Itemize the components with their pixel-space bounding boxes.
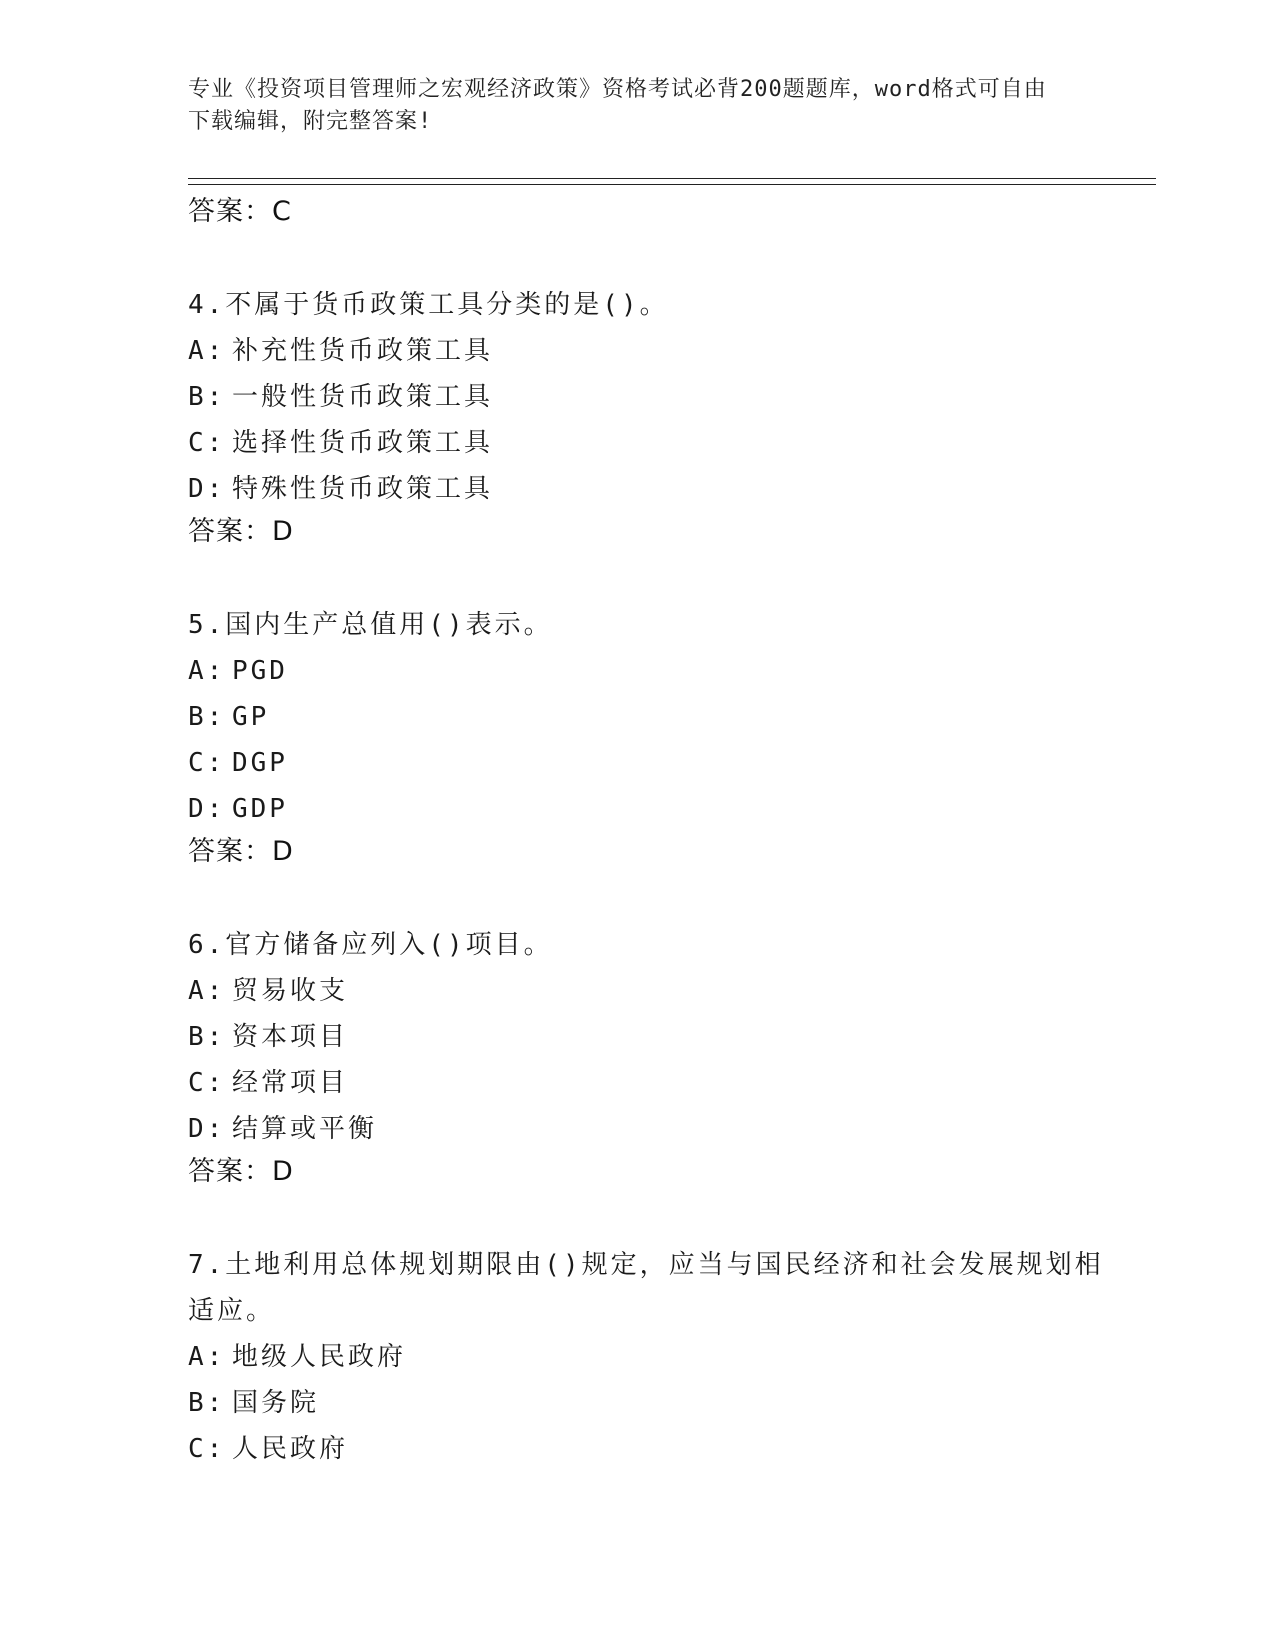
question-stem: 7.土地利用总体规划期限由()规定，应当与国民经济和社会发展规划相适应。 <box>188 1250 1104 1326</box>
option-key: A: <box>188 656 226 686</box>
question-item-5 <box>188 602 1128 872</box>
option-text: 贸易收支 <box>232 976 349 1006</box>
option-key: A: <box>188 976 226 1006</box>
question-stem: 4.不属于货币政策工具分类的是()。 <box>188 290 669 320</box>
option-b <box>188 1014 1128 1060</box>
option-key: C: <box>188 1434 226 1464</box>
option-d <box>188 786 1128 832</box>
option-key: D: <box>188 794 226 824</box>
question-stem: 5.国内生产总值用()表示。 <box>188 610 553 640</box>
option-a <box>188 328 1128 374</box>
option-c <box>188 420 1128 466</box>
option-key: B: <box>188 702 226 732</box>
option-d <box>188 1106 1128 1152</box>
option-c <box>188 1426 1128 1472</box>
question-item-6 <box>188 922 1128 1192</box>
option-b <box>188 694 1128 740</box>
option-c <box>188 1060 1128 1106</box>
option-b <box>188 1380 1128 1426</box>
option-key: B: <box>188 1022 226 1052</box>
answer-line: 答案：D <box>188 516 294 547</box>
option-key: B: <box>188 382 226 412</box>
option-b <box>188 374 1128 420</box>
option-text: 国务院 <box>232 1388 320 1418</box>
option-a <box>188 1334 1128 1380</box>
document-header <box>188 74 1068 138</box>
option-text: PGD <box>232 656 288 686</box>
option-text: GP <box>232 702 270 732</box>
header-divider <box>188 178 1156 185</box>
option-key: B: <box>188 1388 226 1418</box>
answer-line: 答案：D <box>188 1156 294 1187</box>
option-text: 人民政府 <box>232 1434 349 1464</box>
option-text: 特殊性货币政策工具 <box>232 474 494 504</box>
option-key: C: <box>188 748 226 778</box>
option-text: GDP <box>232 794 288 824</box>
option-text: 资本项目 <box>232 1022 349 1052</box>
option-key: A: <box>188 336 226 366</box>
option-key: C: <box>188 428 226 458</box>
option-text: 选择性货币政策工具 <box>232 428 494 458</box>
option-d <box>188 466 1128 512</box>
question-stem: 6.官方储备应列入()项目。 <box>188 930 553 960</box>
option-key: D: <box>188 1114 226 1144</box>
option-text: 一般性货币政策工具 <box>232 382 494 412</box>
option-a <box>188 648 1128 694</box>
question-list <box>188 192 1128 1472</box>
option-text: 结算或平衡 <box>232 1114 378 1144</box>
answer-line: 答案：D <box>188 836 294 867</box>
option-text: 地级人民政府 <box>232 1342 407 1372</box>
option-key: A: <box>188 1342 226 1372</box>
question-item-7 <box>188 1242 1128 1472</box>
option-key: D: <box>188 474 226 504</box>
option-a <box>188 968 1128 1014</box>
question-item-4 <box>188 282 1128 552</box>
header-title: 专业《投资项目管理师之宏观经济政策》资格考试必背200题题库，word格式可自由下载编辑，附完整答案! <box>188 77 1047 134</box>
option-c <box>188 740 1128 786</box>
option-text: 补充性货币政策工具 <box>232 336 494 366</box>
answer-line-q3: 答案：C <box>188 196 292 227</box>
option-text: DGP <box>232 748 288 778</box>
option-key: C: <box>188 1068 226 1098</box>
option-text: 经常项目 <box>232 1068 349 1098</box>
